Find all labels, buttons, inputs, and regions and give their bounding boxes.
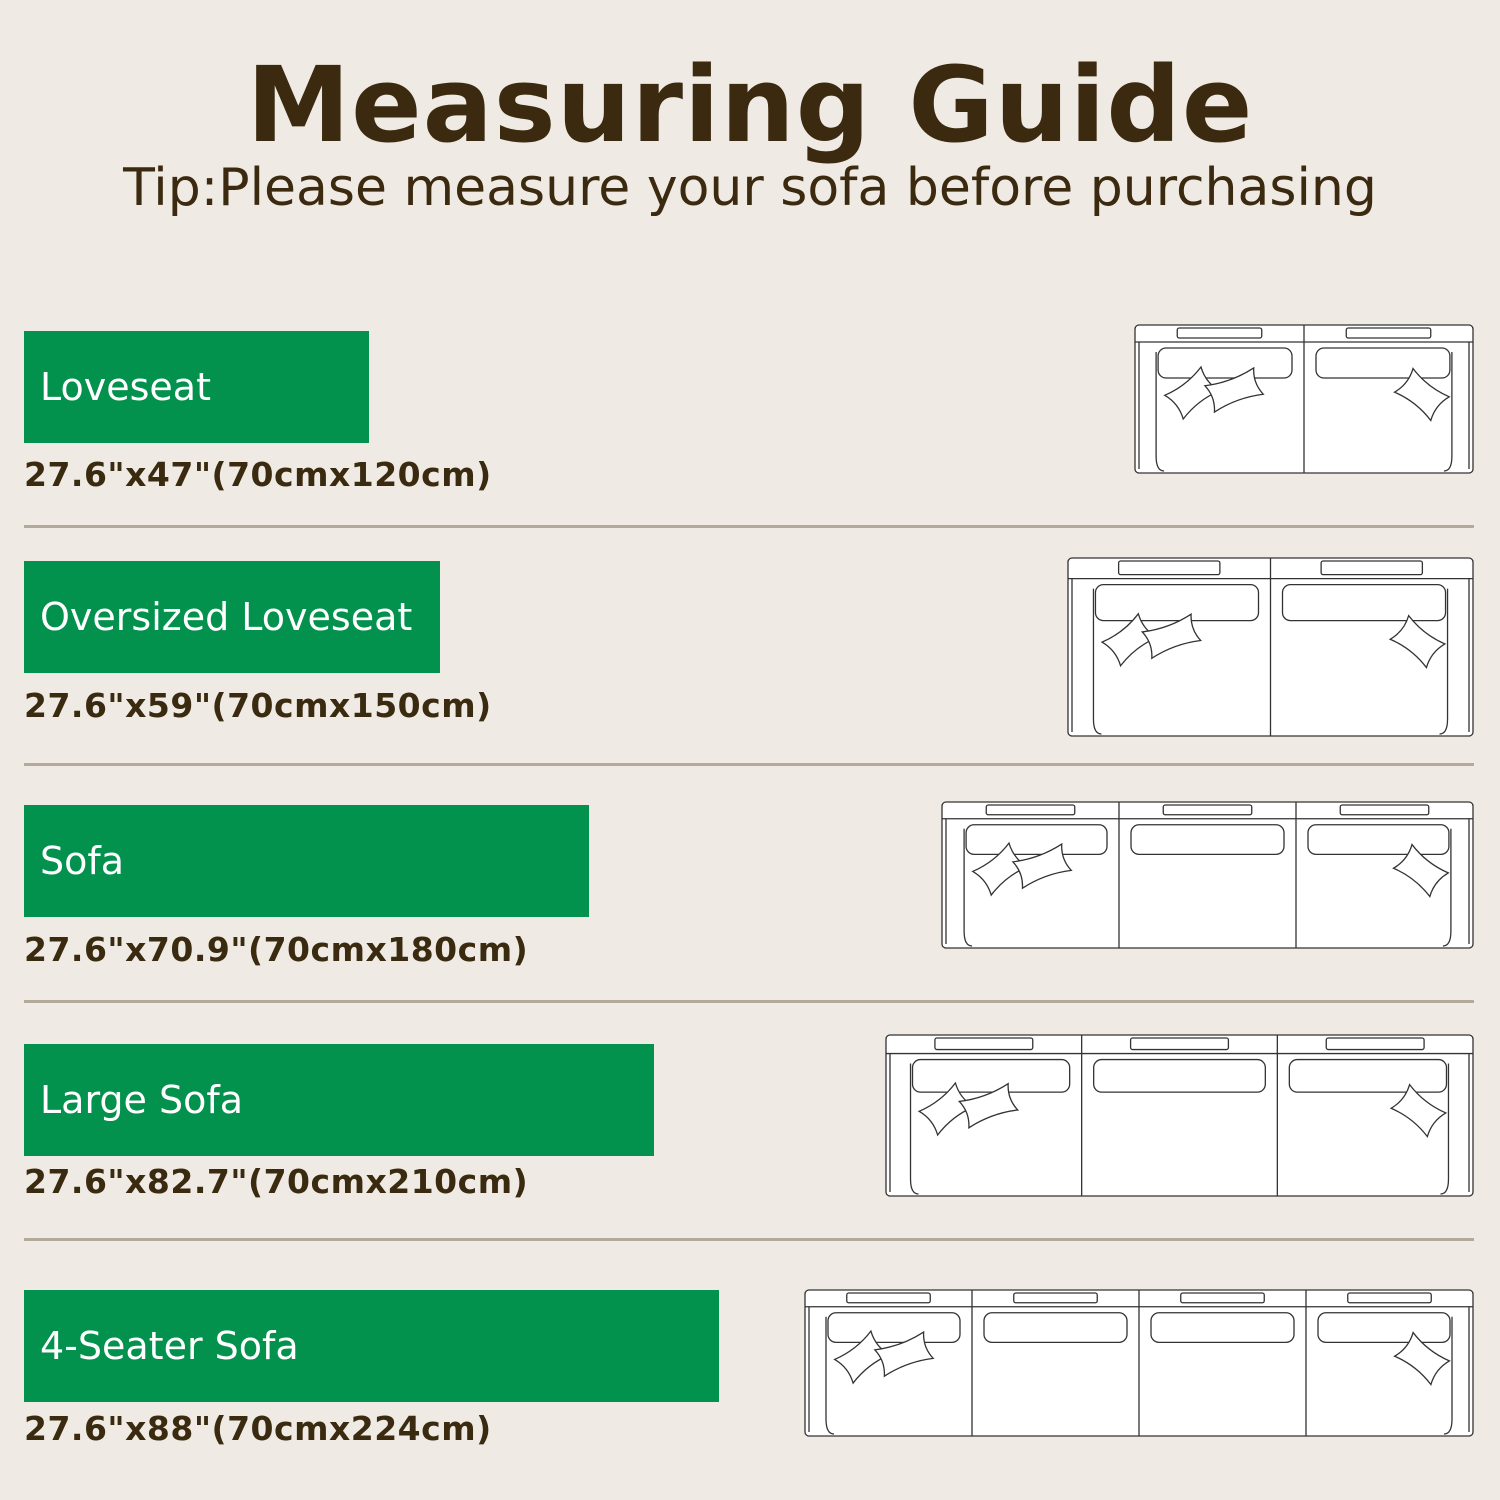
oversized-loveseat-illustration bbox=[1067, 557, 1474, 737]
back-cushion-top bbox=[1014, 1293, 1098, 1303]
back-cushion-top bbox=[1326, 1038, 1424, 1050]
size-label-loveseat: Loveseat bbox=[24, 331, 369, 443]
sofa-illustration bbox=[941, 801, 1474, 949]
page-subtitle: Tip:Please measure your sofa before purchasing bbox=[123, 158, 1377, 218]
back-cushion bbox=[966, 825, 1107, 855]
back-cushion-top bbox=[1181, 1293, 1265, 1303]
back-cushion-top bbox=[847, 1293, 931, 1303]
back-cushion bbox=[1308, 825, 1449, 855]
back-cushion bbox=[1095, 585, 1258, 621]
size-dims-4-seater-sofa: 27.6"x88"(70cmx224cm) bbox=[24, 1409, 492, 1448]
back-cushion-top bbox=[1346, 328, 1431, 338]
back-cushion-top bbox=[986, 805, 1075, 815]
back-cushion bbox=[1151, 1313, 1294, 1343]
size-dims-loveseat: 27.6"x47"(70cmx120cm) bbox=[24, 455, 492, 494]
back-cushion bbox=[1318, 1313, 1450, 1343]
back-cushion-top bbox=[1119, 561, 1220, 575]
back-cushion bbox=[1289, 1060, 1446, 1093]
4-seater-sofa-illustration bbox=[804, 1289, 1474, 1437]
back-cushion-top bbox=[1348, 1293, 1432, 1303]
back-cushion bbox=[984, 1313, 1127, 1343]
divider bbox=[24, 1238, 1474, 1241]
divider bbox=[24, 1000, 1474, 1003]
back-cushion-top bbox=[1177, 328, 1262, 338]
page-title: Measuring Guide bbox=[246, 44, 1254, 166]
size-label-4-seater-sofa: 4-Seater Sofa bbox=[24, 1290, 719, 1402]
size-dims-sofa: 27.6"x70.9"(70cmx180cm) bbox=[24, 930, 529, 969]
back-cushion bbox=[913, 1060, 1070, 1093]
size-dims-oversized-loveseat: 27.6"x59"(70cmx150cm) bbox=[24, 686, 492, 725]
back-cushion bbox=[1094, 1060, 1266, 1093]
back-cushion bbox=[1158, 348, 1292, 378]
back-cushion bbox=[828, 1313, 960, 1343]
size-label-sofa: Sofa bbox=[24, 805, 589, 917]
large-sofa-illustration bbox=[885, 1034, 1474, 1197]
back-cushion-top bbox=[1321, 561, 1422, 575]
back-cushion-top bbox=[1163, 805, 1252, 815]
back-cushion-top bbox=[935, 1038, 1033, 1050]
divider bbox=[24, 763, 1474, 766]
size-label-large-sofa: Large Sofa bbox=[24, 1044, 654, 1156]
back-cushion bbox=[1131, 825, 1284, 855]
back-cushion-top bbox=[1131, 1038, 1229, 1050]
size-dims-large-sofa: 27.6"x82.7"(70cmx210cm) bbox=[24, 1162, 529, 1201]
size-label-oversized-loveseat: Oversized Loveseat bbox=[24, 561, 440, 673]
back-cushion-top bbox=[1340, 805, 1429, 815]
back-cushion bbox=[1316, 348, 1450, 378]
loveseat-illustration bbox=[1134, 324, 1474, 474]
divider bbox=[24, 525, 1474, 528]
back-cushion bbox=[1283, 585, 1446, 621]
